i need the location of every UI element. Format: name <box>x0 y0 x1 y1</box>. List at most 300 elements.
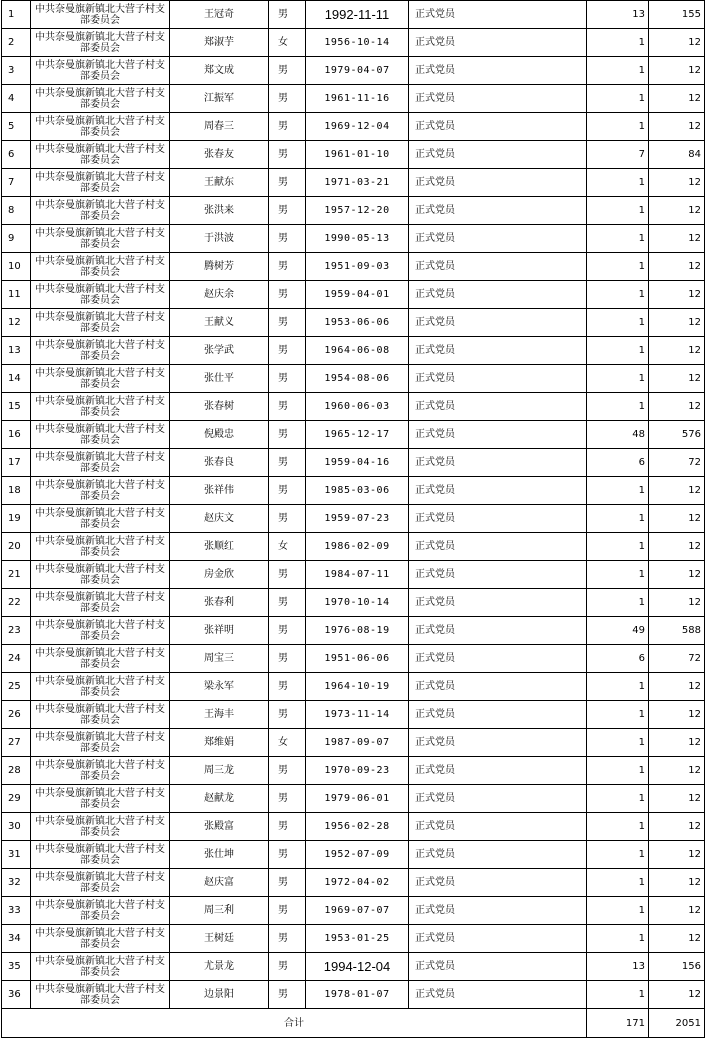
dues-amount: 12 <box>649 589 705 617</box>
gender-cell: 男 <box>269 953 306 981</box>
birth-date: 1956-02-28 <box>306 813 409 841</box>
months-count: 7 <box>587 141 649 169</box>
dues-amount: 84 <box>649 141 705 169</box>
dues-amount: 12 <box>649 813 705 841</box>
row-index: 9 <box>2 225 31 253</box>
member-name: 郑淑芋 <box>170 29 269 57</box>
member-name: 周三龙 <box>170 757 269 785</box>
birth-date: 1972-04-02 <box>306 869 409 897</box>
birth-date: 1961-01-10 <box>306 141 409 169</box>
member-name: 腾树芳 <box>170 253 269 281</box>
gender-cell: 男 <box>269 141 306 169</box>
member-type: 正式党员 <box>409 57 587 85</box>
table-row <box>2 981 705 1009</box>
member-type: 正式党员 <box>409 505 587 533</box>
organization-cell: 中共奈曼旗新镇北大营子村支部委员会 <box>31 57 170 85</box>
member-name: 张祥明 <box>170 617 269 645</box>
table-row <box>2 589 705 617</box>
birth-date: 1973-11-14 <box>306 701 409 729</box>
row-index: 17 <box>2 449 31 477</box>
member-name: 张春利 <box>170 589 269 617</box>
member-type: 正式党员 <box>409 281 587 309</box>
months-count: 6 <box>587 645 649 673</box>
dues-amount: 12 <box>649 505 705 533</box>
organization-cell: 中共奈曼旗新镇北大营子村支部委员会 <box>31 869 170 897</box>
row-index: 25 <box>2 673 31 701</box>
months-count: 1 <box>587 281 649 309</box>
member-name: 张春树 <box>170 393 269 421</box>
months-count: 6 <box>587 449 649 477</box>
member-type: 正式党员 <box>409 85 587 113</box>
months-count: 1 <box>587 701 649 729</box>
member-type: 正式党员 <box>409 393 587 421</box>
birth-date: 1969-07-07 <box>306 897 409 925</box>
gender-cell: 男 <box>269 813 306 841</box>
months-count: 1 <box>587 85 649 113</box>
dues-amount: 72 <box>649 645 705 673</box>
member-type: 正式党员 <box>409 29 587 57</box>
member-type: 正式党员 <box>409 337 587 365</box>
organization-cell: 中共奈曼旗新镇北大营子村支部委员会 <box>31 477 170 505</box>
member-name: 周宝三 <box>170 645 269 673</box>
months-count: 1 <box>587 925 649 953</box>
row-index: 22 <box>2 589 31 617</box>
member-type: 正式党员 <box>409 253 587 281</box>
gender-cell: 男 <box>269 757 306 785</box>
gender-cell: 男 <box>269 57 306 85</box>
member-type: 正式党员 <box>409 1 587 29</box>
gender-cell: 女 <box>269 29 306 57</box>
birth-date: 1961-11-16 <box>306 85 409 113</box>
table-row <box>2 505 705 533</box>
table-row <box>2 57 705 85</box>
member-type: 正式党员 <box>409 197 587 225</box>
row-index: 27 <box>2 729 31 757</box>
organization-cell: 中共奈曼旗新镇北大营子村支部委员会 <box>31 645 170 673</box>
gender-cell: 男 <box>269 365 306 393</box>
months-count: 1 <box>587 589 649 617</box>
member-type: 正式党员 <box>409 365 587 393</box>
gender-cell: 男 <box>269 589 306 617</box>
birth-date: 1957-12-20 <box>306 197 409 225</box>
organization-cell: 中共奈曼旗新镇北大营子村支部委员会 <box>31 29 170 57</box>
row-index: 1 <box>2 1 31 29</box>
member-name: 房金欣 <box>170 561 269 589</box>
member-name: 王树廷 <box>170 925 269 953</box>
member-name: 张祥伟 <box>170 477 269 505</box>
dues-amount: 12 <box>649 925 705 953</box>
organization-cell: 中共奈曼旗新镇北大营子村支部委员会 <box>31 113 170 141</box>
birth-date: 1959-07-23 <box>306 505 409 533</box>
row-index: 11 <box>2 281 31 309</box>
member-name: 赵庆余 <box>170 281 269 309</box>
member-type: 正式党员 <box>409 757 587 785</box>
gender-cell: 男 <box>269 281 306 309</box>
months-count: 1 <box>587 757 649 785</box>
table-row <box>2 113 705 141</box>
gender-cell: 男 <box>269 897 306 925</box>
organization-cell: 中共奈曼旗新镇北大营子村支部委员会 <box>31 197 170 225</box>
organization-cell: 中共奈曼旗新镇北大营子村支部委员会 <box>31 729 170 757</box>
member-name: 王献东 <box>170 169 269 197</box>
organization-cell: 中共奈曼旗新镇北大营子村支部委员会 <box>31 169 170 197</box>
member-type: 正式党员 <box>409 113 587 141</box>
table-row <box>2 197 705 225</box>
table-row <box>2 673 705 701</box>
member-name: 边景阳 <box>170 981 269 1009</box>
birth-date: 1964-10-19 <box>306 673 409 701</box>
member-type: 正式党员 <box>409 701 587 729</box>
member-type: 正式党员 <box>409 897 587 925</box>
total-months: 171 <box>587 1009 649 1038</box>
table-row <box>2 561 705 589</box>
organization-cell: 中共奈曼旗新镇北大营子村支部委员会 <box>31 617 170 645</box>
member-name: 张春良 <box>170 449 269 477</box>
dues-amount: 12 <box>649 113 705 141</box>
dues-amount: 12 <box>649 701 705 729</box>
organization-cell: 中共奈曼旗新镇北大营子村支部委员会 <box>31 533 170 561</box>
gender-cell: 男 <box>269 1 306 29</box>
row-index: 21 <box>2 561 31 589</box>
gender-cell: 男 <box>269 981 306 1009</box>
months-count: 1 <box>587 337 649 365</box>
member-name: 王献义 <box>170 309 269 337</box>
dues-amount: 156 <box>649 953 705 981</box>
months-count: 1 <box>587 365 649 393</box>
member-type: 正式党员 <box>409 589 587 617</box>
birth-date: 1970-10-14 <box>306 589 409 617</box>
months-count: 1 <box>587 785 649 813</box>
table-row <box>2 729 705 757</box>
gender-cell: 男 <box>269 225 306 253</box>
table-row <box>2 253 705 281</box>
dues-amount: 588 <box>649 617 705 645</box>
organization-cell: 中共奈曼旗新镇北大营子村支部委员会 <box>31 757 170 785</box>
organization-cell: 中共奈曼旗新镇北大营子村支部委员会 <box>31 701 170 729</box>
gender-cell: 男 <box>269 253 306 281</box>
table-row <box>2 365 705 393</box>
months-count: 1 <box>587 393 649 421</box>
member-name: 张殿富 <box>170 813 269 841</box>
dues-amount: 12 <box>649 897 705 925</box>
member-type: 正式党员 <box>409 841 587 869</box>
member-name: 梁永军 <box>170 673 269 701</box>
table-row <box>2 309 705 337</box>
gender-cell: 男 <box>269 841 306 869</box>
gender-cell: 男 <box>269 113 306 141</box>
row-index: 2 <box>2 29 31 57</box>
months-count: 1 <box>587 981 649 1009</box>
row-index: 26 <box>2 701 31 729</box>
organization-cell: 中共奈曼旗新镇北大营子村支部委员会 <box>31 281 170 309</box>
months-count: 1 <box>587 673 649 701</box>
dues-amount: 12 <box>649 253 705 281</box>
gender-cell: 男 <box>269 869 306 897</box>
member-type: 正式党员 <box>409 169 587 197</box>
member-type: 正式党员 <box>409 813 587 841</box>
gender-cell: 男 <box>269 617 306 645</box>
member-name: 尤景龙 <box>170 953 269 981</box>
member-name: 郑维娟 <box>170 729 269 757</box>
gender-cell: 男 <box>269 477 306 505</box>
months-count: 1 <box>587 729 649 757</box>
row-index: 31 <box>2 841 31 869</box>
birth-date: 1964-06-08 <box>306 337 409 365</box>
member-type: 正式党员 <box>409 869 587 897</box>
birth-date: 1970-09-23 <box>306 757 409 785</box>
table-row <box>2 533 705 561</box>
gender-cell: 男 <box>269 673 306 701</box>
months-count: 1 <box>587 113 649 141</box>
gender-cell: 男 <box>269 85 306 113</box>
table-row <box>2 421 705 449</box>
dues-amount: 155 <box>649 1 705 29</box>
table-row <box>2 785 705 813</box>
table-row <box>2 477 705 505</box>
organization-cell: 中共奈曼旗新镇北大营子村支部委员会 <box>31 897 170 925</box>
birth-date: 1951-09-03 <box>306 253 409 281</box>
row-index: 30 <box>2 813 31 841</box>
months-count: 13 <box>587 1 649 29</box>
member-type: 正式党员 <box>409 533 587 561</box>
row-index: 32 <box>2 869 31 897</box>
birth-date: 1984-07-11 <box>306 561 409 589</box>
gender-cell: 男 <box>269 561 306 589</box>
organization-cell: 中共奈曼旗新镇北大营子村支部委员会 <box>31 141 170 169</box>
organization-cell: 中共奈曼旗新镇北大营子村支部委员会 <box>31 813 170 841</box>
months-count: 1 <box>587 897 649 925</box>
member-type: 正式党员 <box>409 477 587 505</box>
table-row <box>2 393 705 421</box>
member-name: 张顺红 <box>170 533 269 561</box>
gender-cell: 男 <box>269 505 306 533</box>
gender-cell: 男 <box>269 421 306 449</box>
gender-cell: 男 <box>269 309 306 337</box>
birth-date: 1953-06-06 <box>306 309 409 337</box>
organization-cell: 中共奈曼旗新镇北大营子村支部委员会 <box>31 337 170 365</box>
birth-date: 1990-05-13 <box>306 225 409 253</box>
dues-amount: 12 <box>649 841 705 869</box>
row-index: 35 <box>2 953 31 981</box>
total-row <box>2 1009 705 1038</box>
gender-cell: 男 <box>269 197 306 225</box>
birth-date: 1987-09-07 <box>306 729 409 757</box>
table-row <box>2 897 705 925</box>
birth-date: 1992-11-11 <box>306 1 409 29</box>
dues-amount: 12 <box>649 393 705 421</box>
member-name: 周春三 <box>170 113 269 141</box>
months-count: 1 <box>587 169 649 197</box>
months-count: 13 <box>587 953 649 981</box>
organization-cell: 中共奈曼旗新镇北大营子村支部委员会 <box>31 561 170 589</box>
member-name: 郑文成 <box>170 57 269 85</box>
member-name: 张仕坤 <box>170 841 269 869</box>
row-index: 28 <box>2 757 31 785</box>
table-row <box>2 841 705 869</box>
gender-cell: 男 <box>269 785 306 813</box>
organization-cell: 中共奈曼旗新镇北大营子村支部委员会 <box>31 309 170 337</box>
dues-amount: 12 <box>649 477 705 505</box>
table-row <box>2 645 705 673</box>
row-index: 24 <box>2 645 31 673</box>
row-index: 16 <box>2 421 31 449</box>
row-index: 29 <box>2 785 31 813</box>
member-type: 正式党员 <box>409 617 587 645</box>
dues-amount: 12 <box>649 757 705 785</box>
member-name: 赵庆文 <box>170 505 269 533</box>
table-row <box>2 1 705 29</box>
months-count: 1 <box>587 197 649 225</box>
table-row <box>2 701 705 729</box>
row-index: 36 <box>2 981 31 1009</box>
months-count: 1 <box>587 225 649 253</box>
dues-amount: 12 <box>649 281 705 309</box>
table-row <box>2 869 705 897</box>
table-row <box>2 337 705 365</box>
member-name: 王冠奇 <box>170 1 269 29</box>
row-index: 34 <box>2 925 31 953</box>
organization-cell: 中共奈曼旗新镇北大营子村支部委员会 <box>31 841 170 869</box>
total-amount: 2051 <box>649 1009 705 1038</box>
row-index: 5 <box>2 113 31 141</box>
row-index: 4 <box>2 85 31 113</box>
member-type: 正式党员 <box>409 925 587 953</box>
birth-date: 1969-12-04 <box>306 113 409 141</box>
member-name: 倪殿忠 <box>170 421 269 449</box>
organization-cell: 中共奈曼旗新镇北大营子村支部委员会 <box>31 421 170 449</box>
birth-date: 1954-08-06 <box>306 365 409 393</box>
birth-date: 1979-04-07 <box>306 57 409 85</box>
dues-amount: 12 <box>649 309 705 337</box>
table-row <box>2 29 705 57</box>
member-name: 张春友 <box>170 141 269 169</box>
dues-amount: 72 <box>649 449 705 477</box>
months-count: 1 <box>587 561 649 589</box>
birth-date: 1965-12-17 <box>306 421 409 449</box>
total-label: 合计 <box>2 1009 587 1038</box>
birth-date: 1959-04-01 <box>306 281 409 309</box>
months-count: 1 <box>587 57 649 85</box>
member-name: 张学武 <box>170 337 269 365</box>
row-index: 15 <box>2 393 31 421</box>
member-type: 正式党员 <box>409 309 587 337</box>
row-index: 12 <box>2 309 31 337</box>
gender-cell: 男 <box>269 169 306 197</box>
birth-date: 1976-08-19 <box>306 617 409 645</box>
dues-amount: 12 <box>649 785 705 813</box>
dues-amount: 12 <box>649 561 705 589</box>
table-row <box>2 169 705 197</box>
member-type: 正式党员 <box>409 729 587 757</box>
row-index: 13 <box>2 337 31 365</box>
organization-cell: 中共奈曼旗新镇北大营子村支部委员会 <box>31 85 170 113</box>
organization-cell: 中共奈曼旗新镇北大营子村支部委员会 <box>31 1 170 29</box>
table-row <box>2 281 705 309</box>
dues-amount: 576 <box>649 421 705 449</box>
dues-amount: 12 <box>649 85 705 113</box>
dues-amount: 12 <box>649 225 705 253</box>
birth-date: 1959-04-16 <box>306 449 409 477</box>
member-type: 正式党员 <box>409 561 587 589</box>
organization-cell: 中共奈曼旗新镇北大营子村支部委员会 <box>31 673 170 701</box>
table-row <box>2 757 705 785</box>
member-name: 赵庆富 <box>170 869 269 897</box>
organization-cell: 中共奈曼旗新镇北大营子村支部委员会 <box>31 981 170 1009</box>
dues-amount: 12 <box>649 533 705 561</box>
table-row <box>2 449 705 477</box>
organization-cell: 中共奈曼旗新镇北大营子村支部委员会 <box>31 393 170 421</box>
table-row <box>2 617 705 645</box>
organization-cell: 中共奈曼旗新镇北大营子村支部委员会 <box>31 785 170 813</box>
dues-amount: 12 <box>649 981 705 1009</box>
table-row <box>2 953 705 981</box>
dues-amount: 12 <box>649 57 705 85</box>
member-type: 正式党员 <box>409 785 587 813</box>
months-count: 49 <box>587 617 649 645</box>
dues-amount: 12 <box>649 197 705 225</box>
months-count: 48 <box>587 421 649 449</box>
member-type: 正式党员 <box>409 981 587 1009</box>
row-index: 20 <box>2 533 31 561</box>
member-type: 正式党员 <box>409 449 587 477</box>
member-type: 正式党员 <box>409 421 587 449</box>
member-type: 正式党员 <box>409 673 587 701</box>
birth-date: 1985-03-06 <box>306 477 409 505</box>
months-count: 1 <box>587 869 649 897</box>
member-name: 于洪波 <box>170 225 269 253</box>
birth-date: 1952-07-09 <box>306 841 409 869</box>
dues-amount: 12 <box>649 29 705 57</box>
organization-cell: 中共奈曼旗新镇北大营子村支部委员会 <box>31 225 170 253</box>
row-index: 7 <box>2 169 31 197</box>
gender-cell: 女 <box>269 533 306 561</box>
birth-date: 1960-06-03 <box>306 393 409 421</box>
table-row <box>2 85 705 113</box>
birth-date: 1953-01-25 <box>306 925 409 953</box>
gender-cell: 男 <box>269 701 306 729</box>
member-name: 江振军 <box>170 85 269 113</box>
dues-amount: 12 <box>649 365 705 393</box>
birth-date: 1994-12-04 <box>306 953 409 981</box>
birth-date: 1978-01-07 <box>306 981 409 1009</box>
organization-cell: 中共奈曼旗新镇北大营子村支部委员会 <box>31 505 170 533</box>
dues-amount: 12 <box>649 729 705 757</box>
member-name: 赵献龙 <box>170 785 269 813</box>
member-type: 正式党员 <box>409 141 587 169</box>
member-name: 王海丰 <box>170 701 269 729</box>
birth-date: 1951-06-06 <box>306 645 409 673</box>
row-index: 33 <box>2 897 31 925</box>
row-index: 18 <box>2 477 31 505</box>
member-type: 正式党员 <box>409 225 587 253</box>
gender-cell: 男 <box>269 337 306 365</box>
member-type: 正式党员 <box>409 645 587 673</box>
organization-cell: 中共奈曼旗新镇北大营子村支部委员会 <box>31 953 170 981</box>
organization-cell: 中共奈曼旗新镇北大营子村支部委员会 <box>31 925 170 953</box>
row-index: 10 <box>2 253 31 281</box>
gender-cell: 男 <box>269 925 306 953</box>
gender-cell: 男 <box>269 449 306 477</box>
dues-amount: 12 <box>649 869 705 897</box>
table-body <box>2 1 705 1009</box>
gender-cell: 女 <box>269 729 306 757</box>
months-count: 1 <box>587 477 649 505</box>
organization-cell: 中共奈曼旗新镇北大营子村支部委员会 <box>31 589 170 617</box>
table-row <box>2 925 705 953</box>
row-index: 14 <box>2 365 31 393</box>
months-count: 1 <box>587 253 649 281</box>
row-index: 3 <box>2 57 31 85</box>
